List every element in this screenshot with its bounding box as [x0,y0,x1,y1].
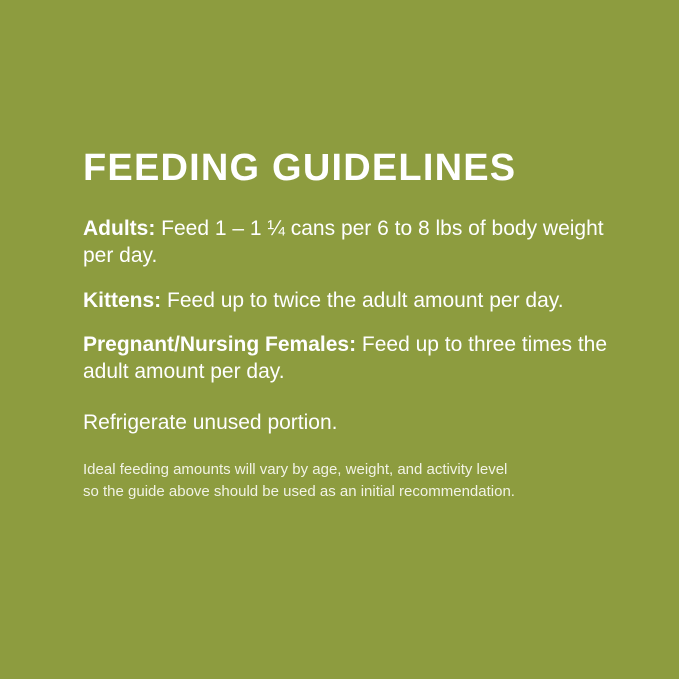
storage-note: Refrigerate unused portion. [83,411,338,435]
guideline-adults [83,216,613,270]
guideline-kittens-text: Feed up to twice the adult amount per day. [161,288,564,312]
guideline-adults-text: Feed 1 – 1 ¼ cans per 6 to 8 lbs of body weight per day. [83,216,604,267]
disclaimer-line-2: so the guide above should be used as an initial recommendation. [83,482,515,500]
guideline-pregnant-nursing-label: Pregnant/Nursing Females: [83,333,357,357]
disclaimer [83,459,583,503]
page-title: FEEDING GUIDELINES [83,147,517,189]
feeding-guidelines-panel [83,148,613,503]
guideline-adults-label: Adults: [83,216,156,240]
guideline-kittens-label: Kittens: [83,288,162,312]
guideline-pregnant-nursing-text: Feed up to three times the adult amount per day. [83,333,608,384]
guideline-pregnant-nursing [83,332,613,386]
guideline-kittens [83,288,613,315]
disclaimer-line-1: Ideal feeding amounts will vary by age, weight, and activity level [83,461,508,479]
